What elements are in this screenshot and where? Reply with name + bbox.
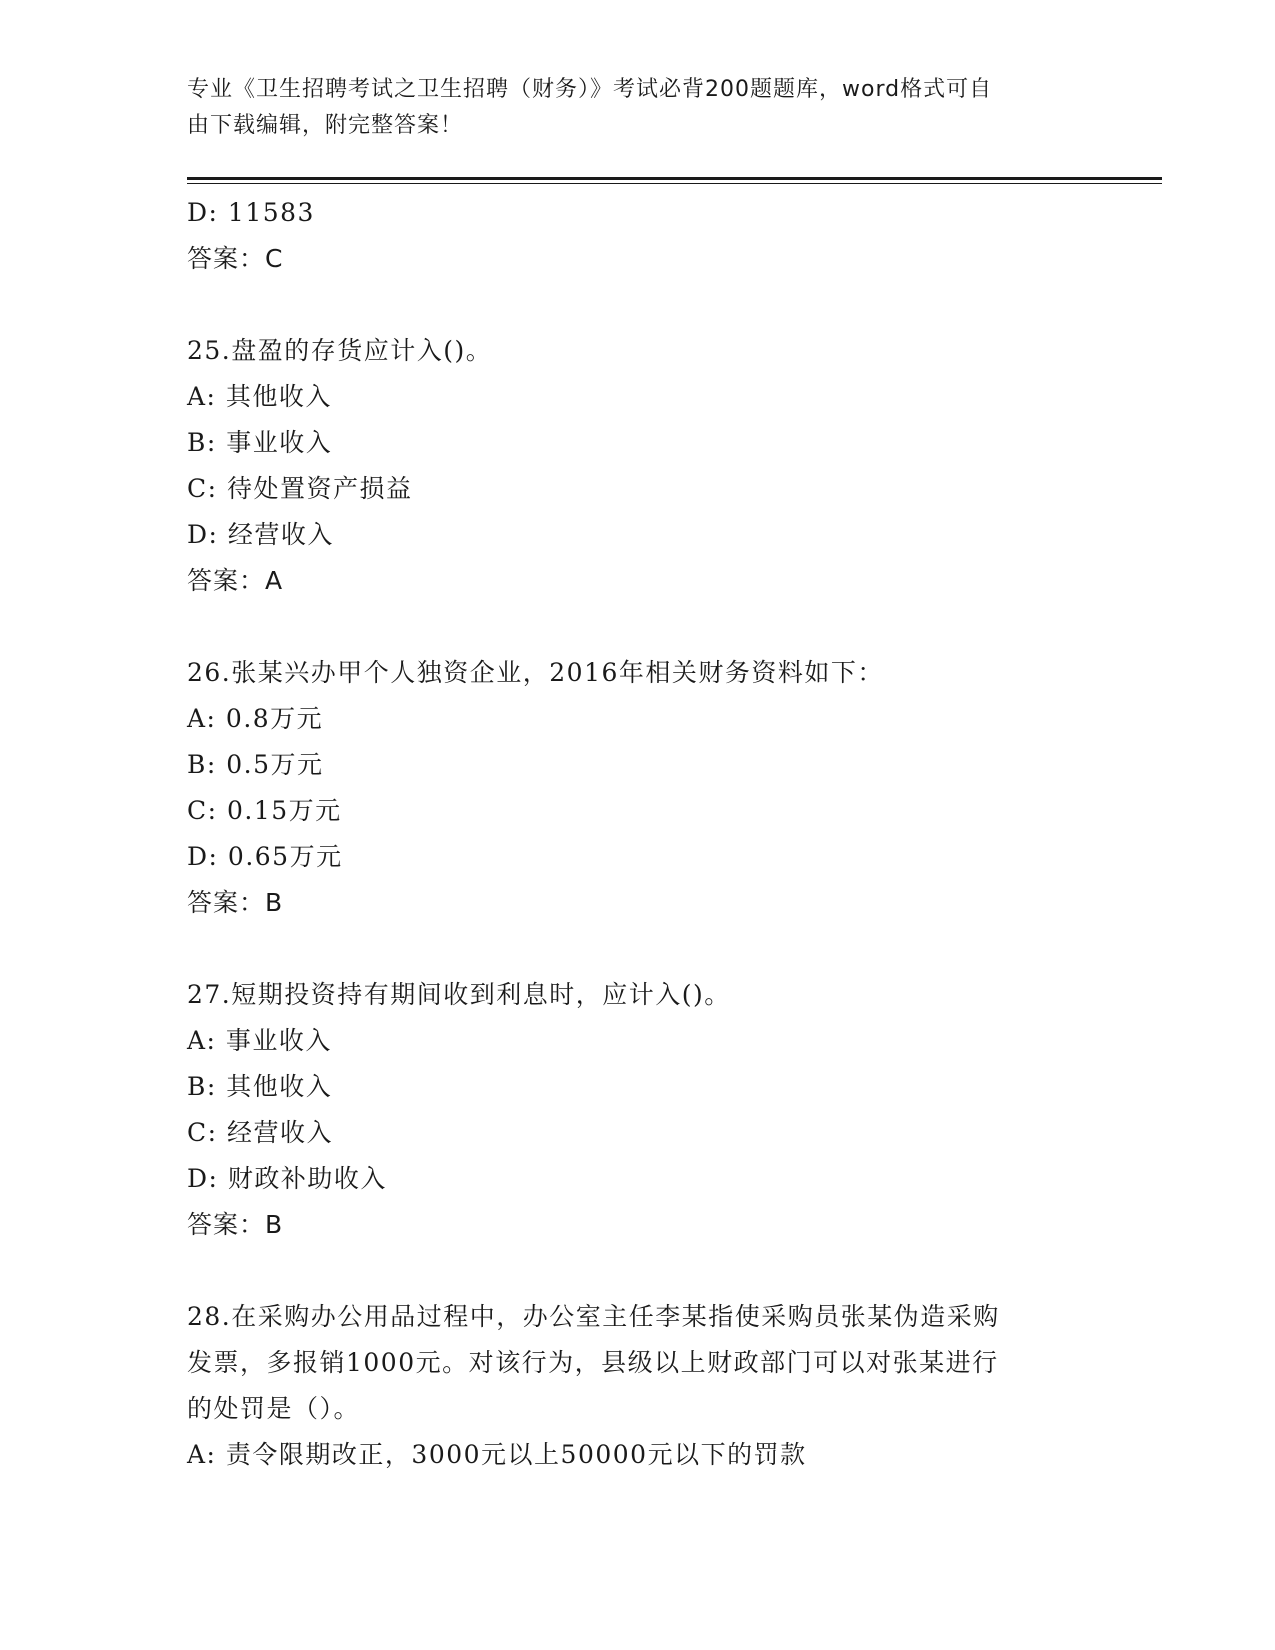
option-a: A: 其他收入 bbox=[187, 382, 332, 411]
option-d: D: 经营收入 bbox=[187, 520, 334, 549]
question-stem: 27.短期投资持有期间收到利息时，应计入()。 bbox=[187, 980, 731, 1009]
question-stem-line-2: 发票，多报销1000元。对该行为，县级以上财政部门可以对张某进行 bbox=[187, 1348, 999, 1377]
question-28 bbox=[187, 1294, 1162, 1478]
option-b: B: 其他收入 bbox=[187, 1072, 333, 1101]
question-27 bbox=[187, 972, 1162, 1248]
header-line-1: 专业《卫生招聘考试之卫生招聘（财务）》考试必背200题题库，word格式可自 bbox=[187, 77, 993, 102]
option-a: A: 事业收入 bbox=[187, 1026, 332, 1055]
option-c: C: 0.15万元 bbox=[187, 796, 342, 825]
page-header bbox=[187, 72, 1067, 144]
answer-text: 答案：A bbox=[187, 566, 284, 595]
question-stem-line-1: 28.在采购办公用品过程中，办公室主任李某指使采购员张某伪造采购 bbox=[187, 1302, 1000, 1331]
option-d: D: 11583 bbox=[187, 198, 315, 227]
question-list bbox=[187, 190, 1162, 1478]
option-c: C: 待处置资产损益 bbox=[187, 474, 413, 503]
spacer bbox=[187, 604, 1162, 650]
spacer bbox=[187, 282, 1162, 328]
option-d: D: 财政补助收入 bbox=[187, 1164, 387, 1193]
option-b: B: 事业收入 bbox=[187, 428, 333, 457]
answer-text: 答案：C bbox=[187, 244, 284, 273]
question-25 bbox=[187, 328, 1162, 604]
header-rule-thin bbox=[187, 183, 1162, 184]
document-page bbox=[187, 0, 1162, 1650]
question-stem-line-3: 的处罚是（）。 bbox=[187, 1394, 361, 1423]
question-stem: 25.盘盈的存货应计入()。 bbox=[187, 336, 493, 365]
spacer bbox=[187, 926, 1162, 972]
option-a: A: 0.8万元 bbox=[187, 704, 324, 733]
question-26 bbox=[187, 650, 1162, 926]
option-b: B: 0.5万元 bbox=[187, 750, 324, 779]
option-c: C: 经营收入 bbox=[187, 1118, 333, 1147]
header-rule-thick bbox=[187, 177, 1162, 180]
header-line-2: 由下载编辑，附完整答案！ bbox=[187, 113, 464, 138]
answer-text: 答案：B bbox=[187, 1210, 284, 1239]
option-a: A: 责令限期改正，3000元以上50000元以下的罚款 bbox=[187, 1440, 807, 1469]
answer-text: 答案：B bbox=[187, 888, 284, 917]
question-stem: 26.张某兴办甲个人独资企业，2016年相关财务资料如下： bbox=[187, 658, 884, 687]
option-d: D: 0.65万元 bbox=[187, 842, 343, 871]
spacer bbox=[187, 1248, 1162, 1294]
